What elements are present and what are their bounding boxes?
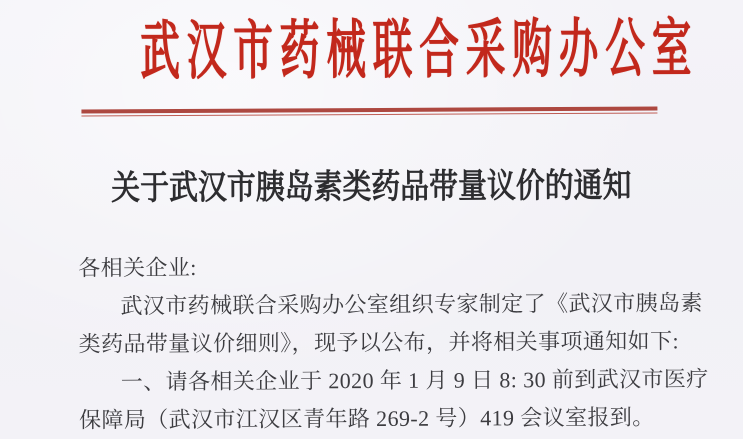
notice-title: 关于武汉市胰岛素类药品带量议价的通知 <box>111 167 632 208</box>
body-line-3: 一、请各相关企业于 2020 年 1 月 9 日 8: 30 前到武汉市医疗 <box>120 366 709 395</box>
body-line-1: 武汉市药械联合采购办公室组织专家制定了《武汉市胰岛素 <box>120 290 703 319</box>
body-line-2: 类药品带量议价细则》，现予以公布，并将相关事项通知如下: <box>78 328 680 357</box>
notice-body <box>78 246 714 439</box>
letterhead-office-name: 武汉市药械联合采购办公室 <box>140 13 699 88</box>
letterhead-divider-line <box>81 107 657 117</box>
body-line-4: 保障局（武汉市江汉区青年路 269-2 号）419 会议室报到。 <box>78 404 655 433</box>
salutation-line: 各相关企业: <box>78 254 197 281</box>
